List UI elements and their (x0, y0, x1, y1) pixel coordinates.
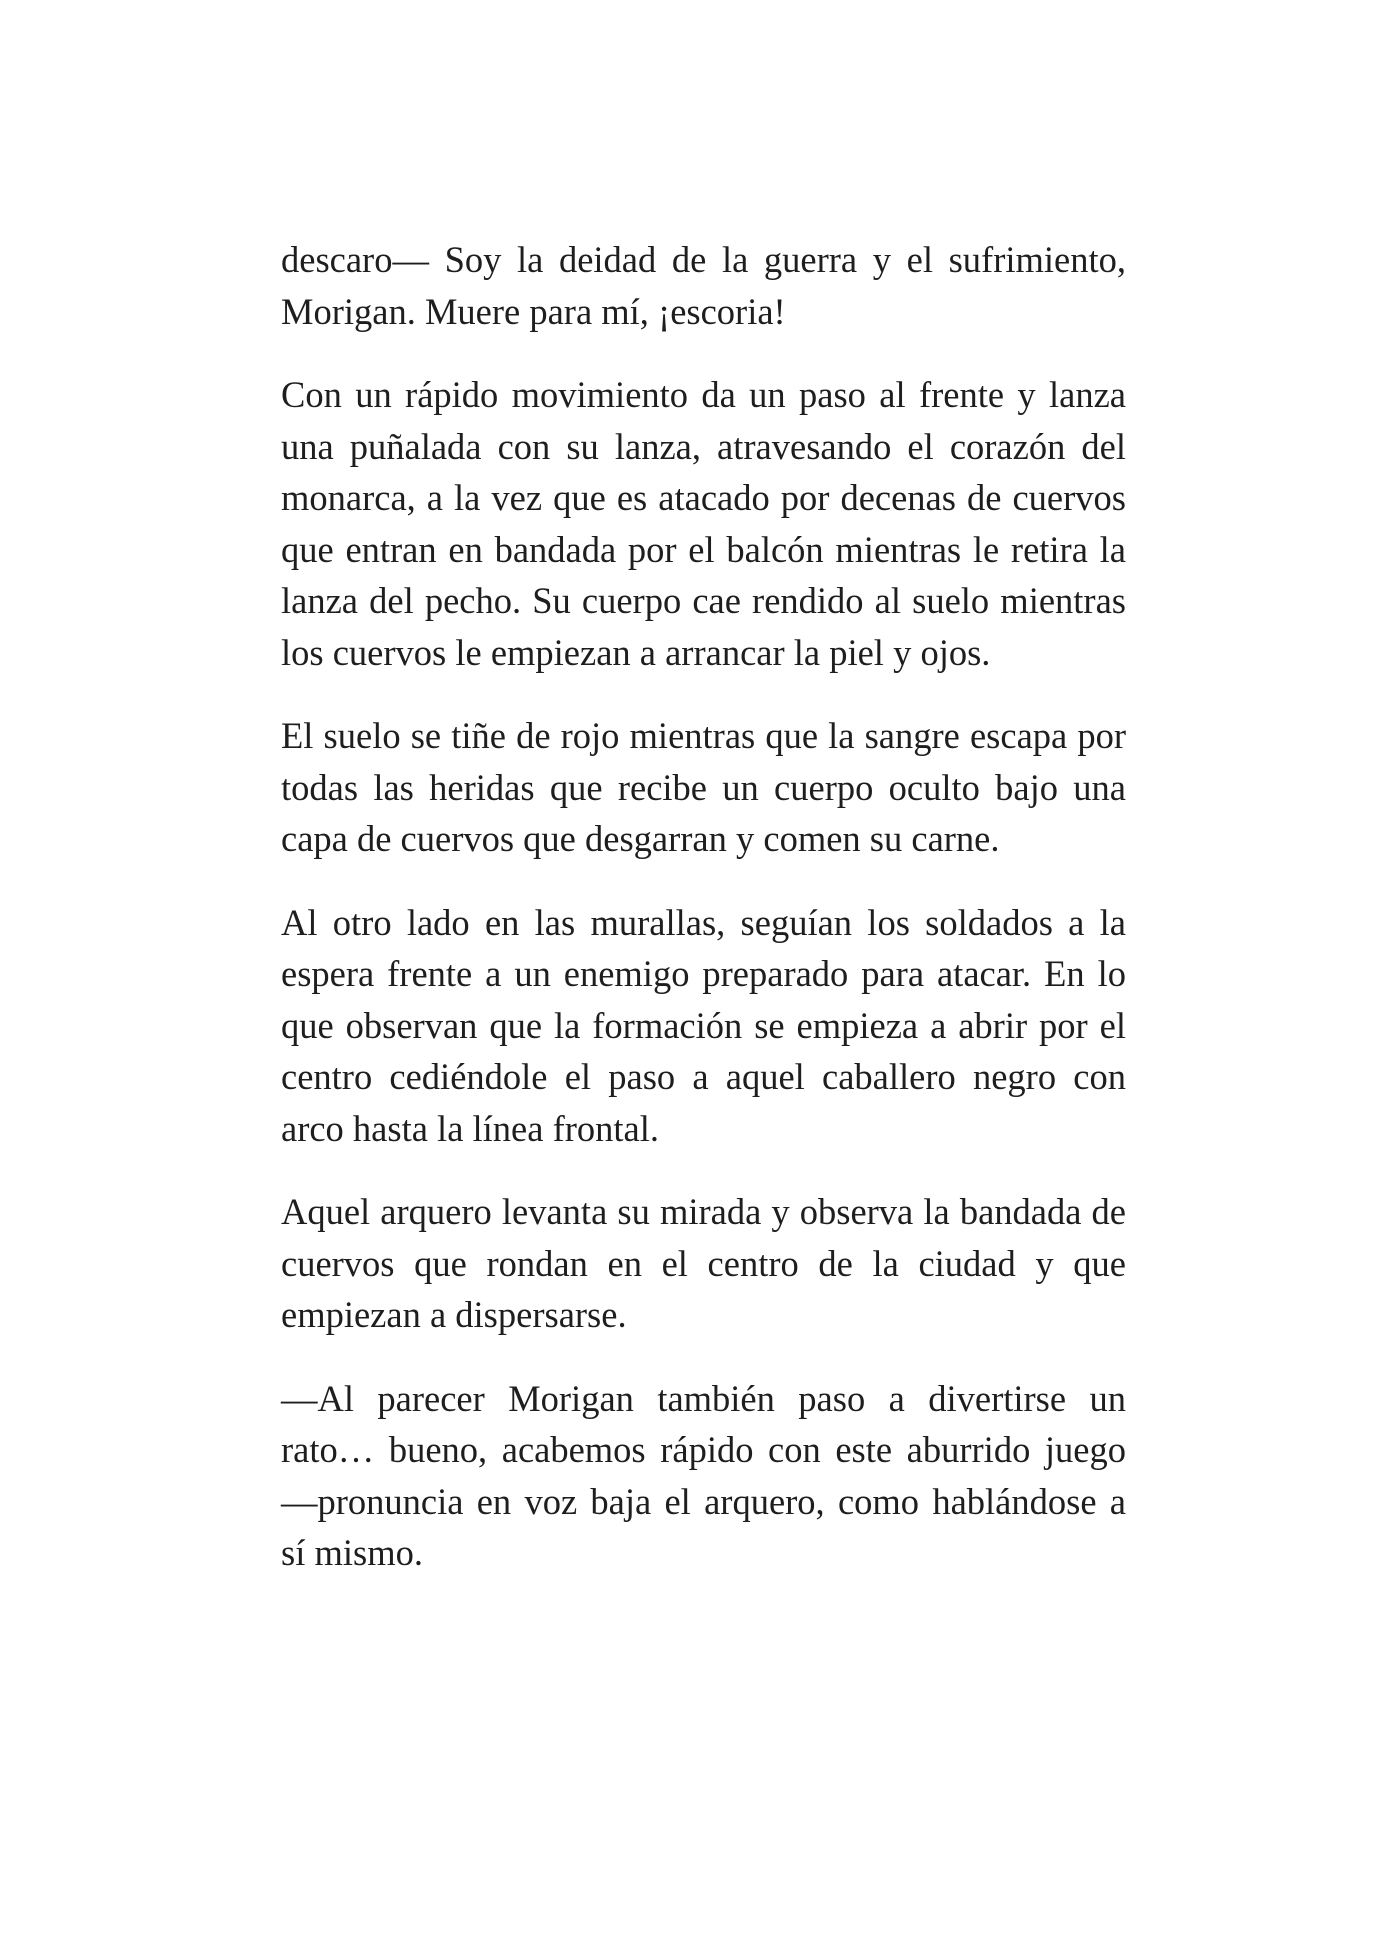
paragraph-5: Aquel arquero levanta su mirada y observa la bandada de cuervos que rondan en el centro de la ciudad y que empiezan a dispersarse. (281, 1191, 1126, 1335)
paragraph-1: descaro— Soy la deidad de la guerra y el sufrimiento, Morigan. Muere para mí, ¡escoria! (281, 239, 1126, 332)
paragraph-4: Al otro lado en las murallas, seguían los soldados a la espera frente a un enemigo preparado para atacar. En lo que observan que la formación se empieza a abrir por el centro cediéndole el paso a aquel caballero negro con arco hasta la línea frontal. (281, 901, 1126, 1149)
paragraph-2: Con un rápido movimiento da un paso al frente y lanza una puñalada con su lanza, atravesando el corazón del monarca, a la vez que es atacado por decenas de cuervos que entran en bandada por el balcón mientras le retira la lanza del pecho. Su cuerpo cae rendido al suelo mientras los cuervos le empiezan a arrancar la piel y ojos. (281, 374, 1126, 673)
paragraph-3: El suelo se tiñe de rojo mientras que la sangre escapa por todas las heridas que recibe un cuerpo oculto bajo una capa de cuervos que desgarran y comen su carne. (281, 715, 1126, 859)
page-body-text (281, 234, 1126, 1611)
paragraph-6: —Al parecer Morigan también paso a divertirse un rato… bueno, acabemos rápido con este aburrido juego —pronuncia en voz baja el arquero, como hablándose a sí mismo. (281, 1377, 1126, 1573)
